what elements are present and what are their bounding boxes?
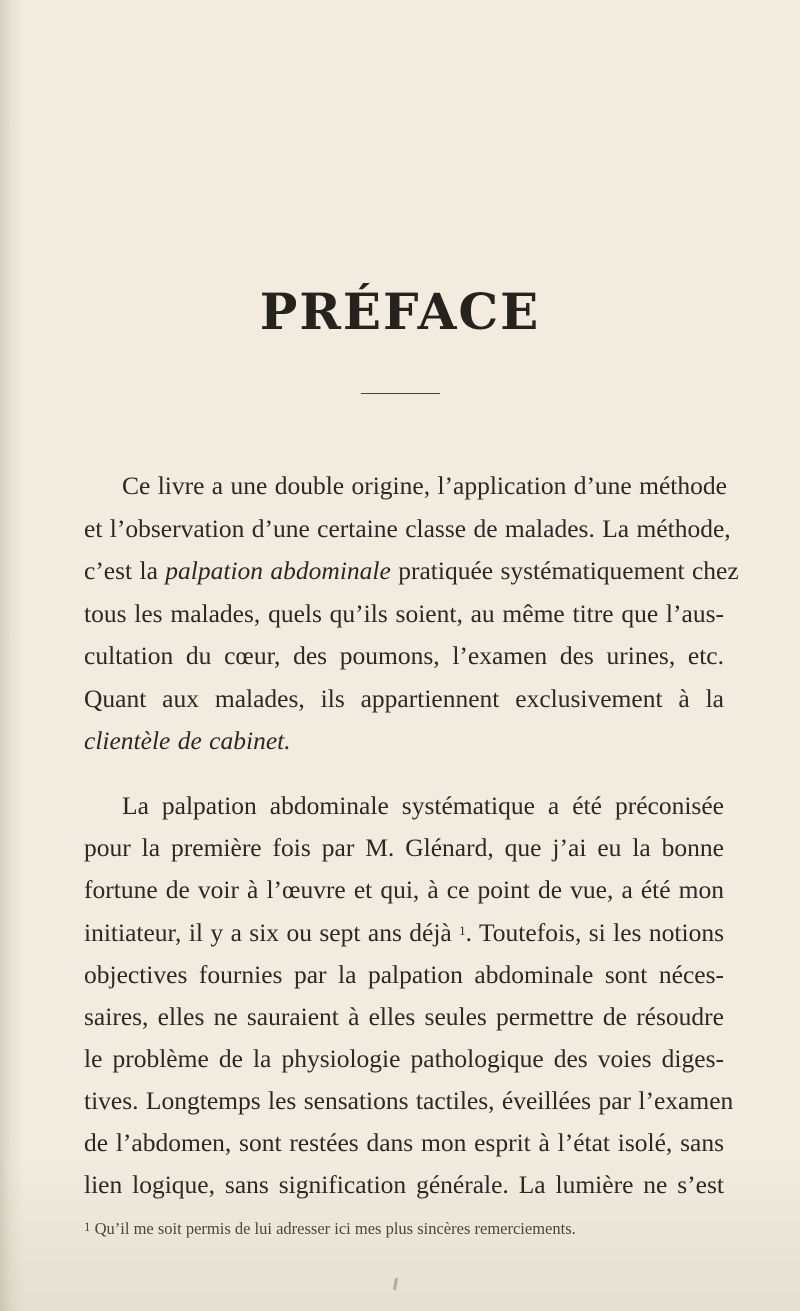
text-line: de l’abdomen, sont restées dans mon esprit à l’état isolé, sans [84,1128,724,1157]
footnote-mark: 1 [84,1219,91,1234]
page-title: PRÉFACE [259,282,541,341]
text-line: et l’observation d’une certaine classe de malades. La méthode, [84,514,731,543]
text-line: tives. Longtemps les sensations tactiles, éveillées par l’examen [84,1086,734,1115]
text-line: initiateur, il y a six ou sept ans déjà $^1$. Toutefois, si les notions [84,918,724,947]
footnote [84,1218,724,1240]
text-line: c’est la palpation abdominale pratiquée systématiquement chez [84,556,739,585]
emphasis-term: clientèle de cabinet. [84,726,291,755]
text-line: saires, elles ne sauraient à elles seules permettre de résoudre [84,1002,724,1031]
footnote-reference: 1 [459,923,466,938]
text-line: Quant aux malades, ils appartiennent exclusivement à la [84,684,724,713]
text-line: Ce livre a une double origine, l’application d’une méthode [122,471,727,500]
footnote-text: Qu’il me soit permis de lui adresser ici mes plus sincères remerciements. [90,1219,576,1238]
text-line: pour la première fois par M. Glénard, que j’ai eu la bonne [84,833,724,862]
emphasis-term: palpation abdominale [165,556,391,585]
text-line: cultation du cœur, des poumons, l’examen des urines, etc. [84,641,724,670]
text-line: tous les malades, quels qu’ils soient, au même titre que l’aus- [84,599,724,628]
text-line: fortune de voir à l’œuvre et qui, à ce point de vue, a été mon [84,875,724,904]
text-line [84,724,724,758]
text-line: objectives fournies par la palpation abdominale sont néces- [84,960,724,989]
text-line: le problème de la physiologie pathologique des voies diges- [84,1044,724,1073]
text-line: La palpation abdominale systématique a été préconisée [122,791,724,820]
text-line: lien logique, sans signification générale. La lumière ne s’est [84,1170,724,1199]
